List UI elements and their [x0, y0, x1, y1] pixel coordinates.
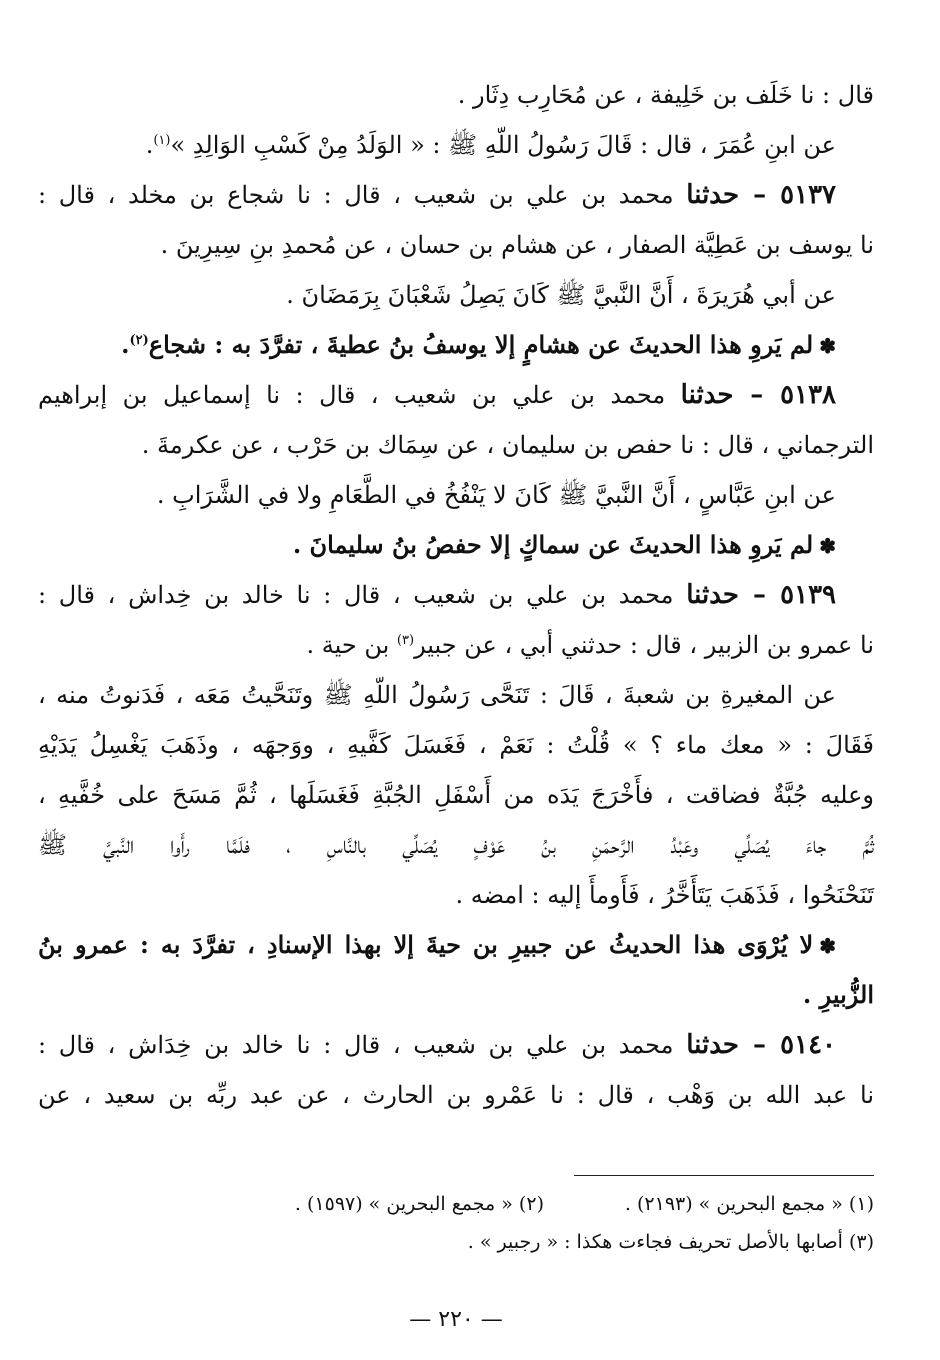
- hadith-header: [38, 570, 874, 620]
- comment-text: لم يَروِ هذا الحديثَ عن سماكٍ إلا حفصُ بنُ سليمانَ .: [292, 530, 814, 559]
- hadith-text: وعليه جُبَّةٌ فضاقت ، فأَخْرَجَ يَدَه من أَسْفَلِ الجُبَّةِ فَغَسَلَها ، ثُمَّ مَسَحَ على خُفَّيهِ ،: [38, 781, 874, 809]
- hadith-number: ٥١٣٧ – حدثنا: [686, 180, 837, 210]
- line-text: قال : نا خَلَف بن خَلِيفة ، عن مُحَارِب دِثَار .: [457, 81, 874, 109]
- comment-text: لا يُرْوَى هذا الحديثُ عن جبيرِ بن حيةَ إلا بهذا الإسنادِ ، تفرَّدَ به : عمرو بنُ: [38, 930, 814, 959]
- isnad-text: نا عبد الله بن وَهْب ، قال : نا عَمْرو بن الحارث ، عن عبد ربِّه بن سعيد ، عن: [38, 1081, 874, 1109]
- comment-line: [38, 320, 874, 370]
- line-end: .: [121, 330, 130, 359]
- page-number: — ٢٢٠ —: [409, 1307, 503, 1332]
- text-line: [38, 470, 874, 520]
- footnote-2: (٢) « مجمع البحرين » (١٥٩٧) .: [294, 1193, 544, 1215]
- text-line: [38, 620, 874, 670]
- comment-text: الزُّبيرِ .: [802, 980, 874, 1009]
- hadith-text: عن أبي هُرَيرَةَ ، أَنَّ النَّبيَّ ﷺ كَانَ يَصِلُ شَعْبَانَ بِرَمَضَانَ .: [286, 281, 836, 309]
- isnad-text: محمد بن علي بن شعيب ، قال : نا خالد بن خِدَاش ، قال :: [38, 1031, 674, 1059]
- footnote-ref: (١): [153, 133, 171, 148]
- hadith-header: [38, 170, 874, 220]
- isnad-text: محمد بن علي بن شعيب ، قال : نا خالد بن خِداش ، قال :: [38, 581, 674, 609]
- isnad-text: محمد بن علي بن شعيب ، قال : نا شجاع بن مخلد ، قال :: [38, 181, 674, 209]
- isnad-text: بن حية .: [306, 631, 390, 659]
- footnote-row: [38, 1185, 874, 1223]
- text-line: [38, 270, 874, 320]
- isnad-text: محمد بن علي بن شعيب ، قال : نا إسماعيل بن إبراهيم: [38, 381, 666, 409]
- isnad-text: الترجماني ، قال : نا حفص بن سليمان ، عن سِمَاك بن حَرْب ، عن عكرمةَ .: [141, 431, 874, 459]
- hadith-number: ٥١٣٨ – حدثنا: [680, 380, 836, 410]
- text-line: [38, 870, 874, 920]
- text-line: [38, 70, 874, 120]
- footnote-ref: (٢): [129, 333, 149, 348]
- comment-line: [38, 520, 874, 570]
- text-line: [38, 420, 874, 470]
- text-line: [38, 220, 874, 270]
- isnad-text: نا يوسف بن عَطِيَّة الصفار ، عن هشام بن حسان ، عن مُحمدِ بنِ سِيرِينَ .: [160, 231, 874, 259]
- footnote-row: [38, 1223, 874, 1261]
- hadith-text: عن ابنِ عُمَرَ ، قال : قَالَ رَسُولُ اللّهِ ﷺ : « الوَلَدُ مِنْ كَسْبِ الوَالِدِ »: [170, 131, 836, 159]
- star-icon: ✽: [819, 334, 836, 358]
- footnote-ref: (٣): [396, 633, 415, 648]
- hadith-text: ثُمَّ جاءَ يُصَلِّي وعَبْدُ الرَّحمَنِ بنُ عَوْفٍ يُصَلِّي بالنَّاسِ ، فلَمَّا رأَوا النَّبيَّ ﷺ: [38, 831, 874, 859]
- hadith-number: ٥١٤٠ – حدثنا: [686, 1030, 837, 1060]
- footnote-3: (٣) أصابها بالأصل تحريف فجاءت هكذا : « رجبير » .: [467, 1231, 874, 1253]
- footnote-divider: [574, 1175, 874, 1176]
- hadith-header: [38, 370, 874, 420]
- hadith-text: عن المغيرةِ بن شعبةَ ، قَالَ : تَنَحَّى رَسُولُ اللّهِ ﷺ وتَنَحَّيتُ مَعَه ، فَدَنوتُ منه ،: [38, 681, 836, 709]
- footnotes: [38, 1185, 874, 1261]
- star-icon: ✽: [819, 934, 836, 958]
- hadith-text: عن ابنِ عَبَّاسٍ ، أَنَّ النَّبيَّ ﷺ كَانَ لا يَنْفُخُ في الطَّعَامِ ولا في الشَّرَابِ .: [156, 481, 836, 509]
- text-line: [38, 120, 874, 170]
- text-line: [38, 670, 874, 720]
- footnote-1: (١) « مجمع البحرين » (٢١٩٣) .: [624, 1193, 874, 1215]
- comment-line: [38, 920, 874, 970]
- comment-text: لم يَروِ هذا الحديثَ عن هشامٍ إلا يوسفُ بنُ عطيةَ ، تفرَّدَ به : شجاع: [148, 330, 814, 359]
- comment-line: [38, 970, 874, 1020]
- text-line: [38, 720, 874, 770]
- hadith-header: [38, 1020, 874, 1070]
- hadith-number: ٥١٣٩ – حدثنا: [686, 580, 837, 610]
- isnad-text: نا عمرو بن الزبير ، قال : حدثني أبي ، عن جبير: [414, 631, 874, 659]
- star-icon: ✽: [819, 534, 836, 558]
- text-line: [38, 770, 874, 820]
- book-page: [38, 70, 874, 1350]
- hadith-text: تَنَحْنَحُوا ، فَذَهَبَ يَتَأَخَّرُ ، فَأَومأَ إليه : امضه .: [455, 881, 874, 909]
- text-line: [38, 1070, 874, 1120]
- text-line: [38, 820, 874, 870]
- line-end: .: [145, 131, 154, 159]
- hadith-text: فَقَالَ : « معك ماء ؟ » قُلْتُ : نَعَمْ ، فَغَسَلَ كَفَّيهِ ، ووَجهَه ، وذَهَبَ يَغْسِلُ يَدَيْهِ: [38, 731, 874, 759]
